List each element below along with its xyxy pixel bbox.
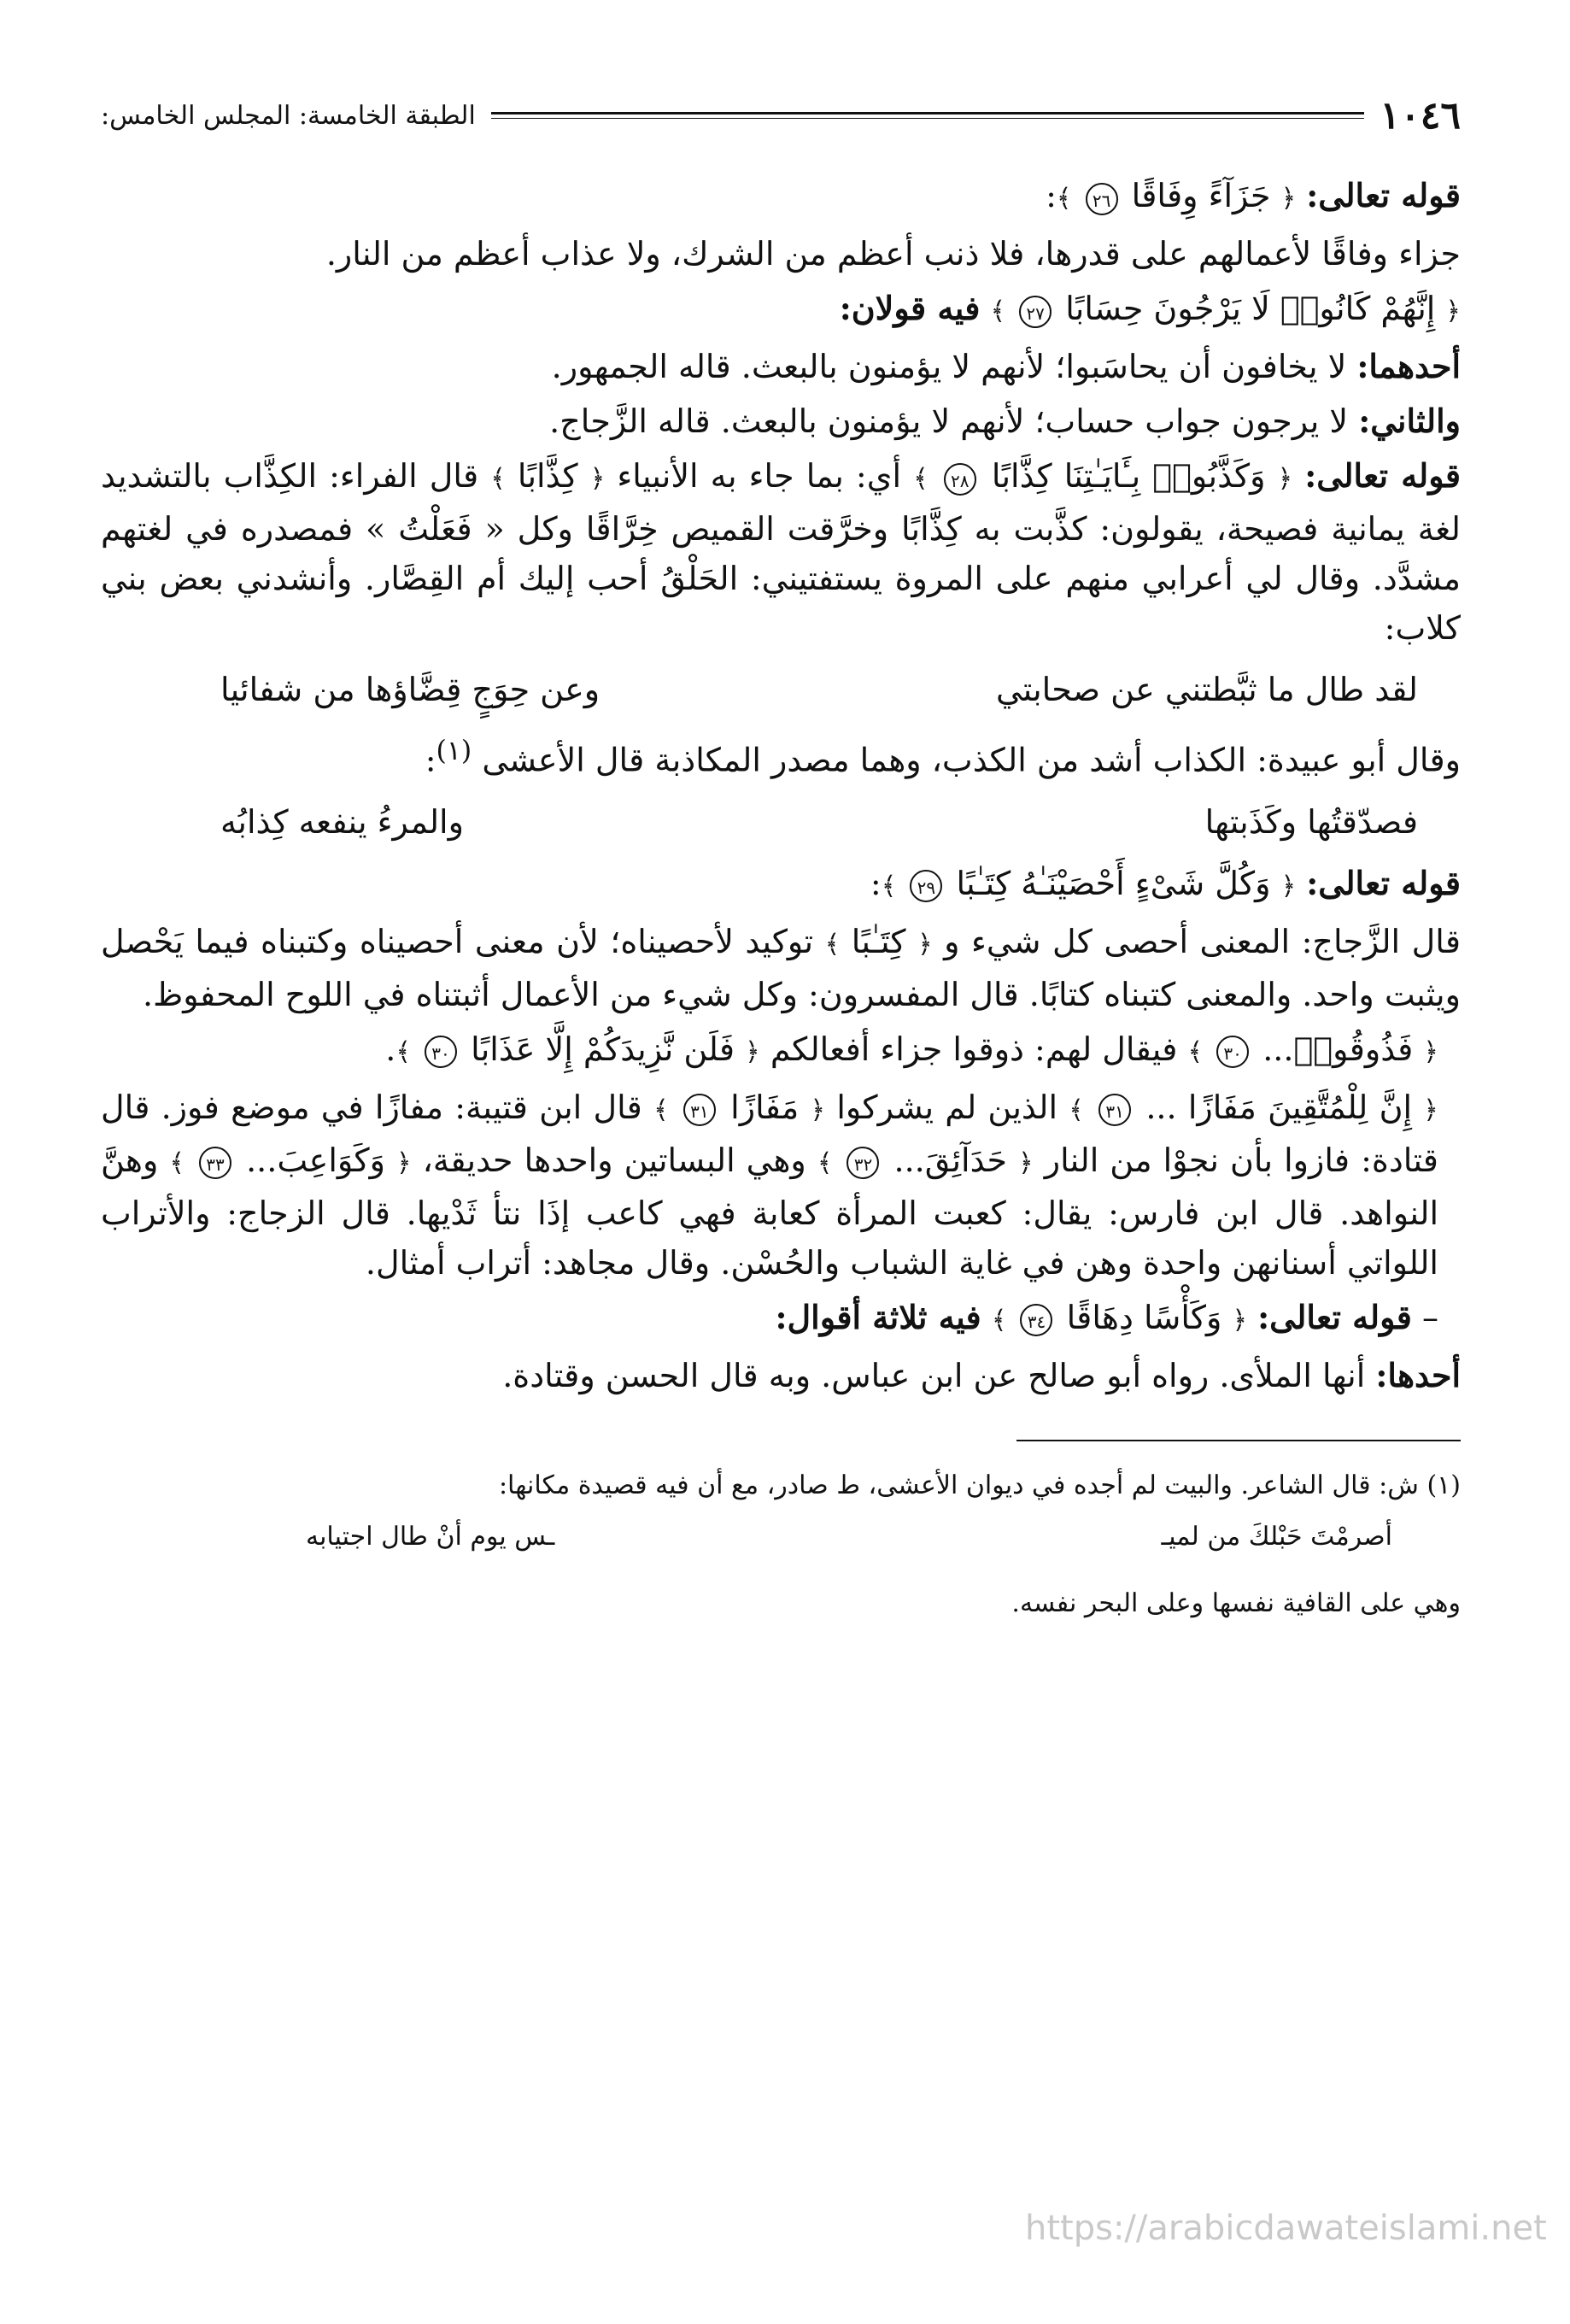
footnote: [101, 1464, 1461, 1626]
paragraph-text: توكيد لأحصيناه؛ لأن معنى أحصيناه وكتبناه فيما يَحْصل ويثبت واحد. والمعنى كتبناه كتابًا. قال المفسرون: وكل شيء من الأعمال أثبتناه في اللوح المحفوظ.: [101, 922, 1461, 1013]
ayah-number: ٣١: [1098, 1094, 1131, 1126]
paragraph-text: جزاء وفاقًا لأعمالهم على قدرها، فلا ذنب أعظم من الشرك، ولا عذاب أعظم من النار.: [325, 235, 1461, 273]
paragraph-text: قال الفراء: الكِذَّاب بالتشديد لغة يمانية فصيحة، يقولون: كذَّبت به كِذَّابًا وخرَّقت القميص خِرَّاقًا وكل « فَعَلْتُ » فمصدره في لغتهم مشدَّد. وقال لي أعرابي منهم على المروة يستفتيني: الحَلْقُ أحب إليك أم القِصَّار. وأنشدني بعض بني كلاب:: [101, 457, 1461, 647]
punctuation: :: [425, 741, 436, 779]
verse-second-hemistich: وعن حِوَجٍ قِضَّاؤها من شفائيا: [220, 671, 600, 708]
quran-bracket-open-icon: ﴿: [810, 1095, 826, 1125]
quran-bracket-open-icon: ﴿: [917, 929, 933, 960]
lead-label: قوله تعالى:: [1306, 176, 1461, 214]
quran-quote: كِذَّابًا: [517, 457, 578, 495]
quran-bracket-close-icon: ﴾: [1056, 184, 1072, 214]
quran-bracket-close-icon: ﴾: [490, 464, 506, 494]
footnote-tail: وهي على القافية نفسها وعلى البحر نفسه.: [1011, 1587, 1461, 1618]
quran-quote: فَذُوقُوا۟...: [1262, 1030, 1414, 1068]
quran-bracket-open-icon: ﴿: [1018, 1147, 1034, 1178]
paragraph: [101, 396, 1461, 446]
quran-quote: وَكُلَّ شَىْءٍ أَحْصَيْنَـٰهُ كِتَـٰبًا: [956, 864, 1271, 902]
paragraph: [101, 1351, 1461, 1400]
paragraph-text: فيقال لهم: ذوقوا جزاء أفعالكم: [770, 1030, 1178, 1068]
lead-label: أحدهما:: [1356, 347, 1461, 385]
ayah-number: ٣٠: [1216, 1036, 1249, 1068]
verse-second-hemistich: والمرءُ ينفعه كِذابُه: [220, 802, 464, 841]
paragraph-text: الذين لم يشركوا: [836, 1088, 1057, 1126]
quran-bracket-open-icon: ﴿: [1423, 1036, 1438, 1067]
quran-bracket-open-icon: ﴿: [1232, 1305, 1248, 1335]
quran-bracket-open-icon: ﴿: [1280, 184, 1297, 214]
verse-first-hemistich: فصدّقتُها وكَذَبتها: [1204, 802, 1418, 841]
page-body: [101, 171, 1461, 1400]
paragraph-text: قال الزَّجاج: المعنى أحصى كل شيء و: [944, 922, 1461, 960]
quran-bracket-close-icon: ﴾: [1187, 1036, 1204, 1067]
quran-bracket-open-icon: ﴿: [1280, 871, 1297, 901]
quran-bracket-open-icon: ﴿: [1277, 464, 1293, 494]
lead-label: والثاني:: [1358, 402, 1461, 440]
quran-bracket-close-icon: ﴾: [990, 296, 1006, 326]
verse-first-hemistich: لقد طال ما ثبَّطتني عن صحابتي: [995, 671, 1418, 708]
quran-quote: حَدَآئِقَ...: [893, 1141, 1008, 1179]
quran-bracket-close-icon: ﴾: [169, 1147, 185, 1178]
quran-quote: فَلَن نَّزِيدَكُمْ إِلَّا عَذَابًا: [471, 1030, 735, 1068]
paragraph-text: وهنَّ النواهد. قال ابن فارس: يقال: كعبت المرأة كعابة فهي كاعب إذَا نتأ ثَدْيها. قال الزجاج: والأتراب اللواتي أسنانهن واحدة وهن في غاية الشباب والحُسْن. وقال مجاهد: أتراب أمثال.: [101, 1141, 1438, 1282]
lead-label: أحدها:: [1375, 1355, 1461, 1394]
paragraph: [101, 1293, 1461, 1346]
poetry-verse: [101, 797, 1461, 847]
ayah-number: ٣٠: [425, 1036, 457, 1068]
running-title: الطبقة الخامسة: المجلس الخامس:: [101, 100, 476, 131]
quran-bracket-close-icon: ﴾: [395, 1036, 411, 1067]
paragraph: [101, 1083, 1461, 1288]
paragraph: [101, 1024, 1461, 1077]
header-rule: [491, 112, 1365, 119]
quran-bracket-close-icon: ﴾: [1069, 1095, 1084, 1125]
paragraph-text: قال ابن قتيبة: مفازًا في موضع فوز. قال قتادة: فازوا بأن نجوْا من النار: [101, 1088, 1438, 1179]
quran-quote: كِتَـٰبًا: [851, 922, 906, 960]
ayah-number: ٣٤: [1020, 1304, 1052, 1336]
footnote-reference[interactable]: (١): [436, 736, 472, 766]
paragraph: [101, 229, 1461, 279]
quran-quote: جَزَآءً وِفَاقًا: [1131, 177, 1271, 214]
quran-quote: إِنَّهُمْ كَانُوا۟ لَا يَرْجُونَ حِسَابًا: [1065, 290, 1436, 327]
quran-quote: وَكَوَاعِبَ...: [246, 1141, 385, 1179]
paragraph-text: أي: بما جاء به الأنبياء: [617, 457, 902, 495]
quran-quote: وَكَذَّبُوا۟ بِـَٔايَـٰتِنَا كِذَّابًا: [991, 457, 1266, 495]
paragraph-text: لا يخافون أن يحاسَبوا؛ لأنهم لا يؤمنون بالبعث. قاله الجمهور.: [551, 348, 1347, 385]
paragraph: [101, 171, 1461, 224]
paragraph: [101, 917, 1461, 1019]
ayah-number: ٣٢: [847, 1147, 879, 1179]
paragraph: [101, 342, 1461, 391]
punctuation: .: [385, 1030, 396, 1068]
ayah-number: ٢٩: [910, 870, 942, 902]
verse-first-hemistich: أصرمْتَ حَبْلكَ من لميـ: [1161, 1521, 1392, 1552]
paragraph: [101, 284, 1461, 337]
page-header: [101, 85, 1461, 145]
poetry-verse: [101, 665, 1461, 714]
ayah-number: ٣٣: [199, 1147, 231, 1179]
ayah-number: ٢٧: [1019, 296, 1052, 328]
ayah-number: ٣١: [683, 1094, 716, 1126]
quran-quote: مَفَازًا: [730, 1088, 800, 1126]
footnote-text: (١) ش: قال الشاعر. والبيت لم أجده في ديوان الأعشى، ط صادر، مع أن فيه قصيدة مكانها:: [498, 1470, 1461, 1500]
punctuation: :: [1046, 177, 1057, 214]
paragraph-text: وهي البساتين واحدها حديقة،: [422, 1141, 806, 1179]
quran-bracket-open-icon: ﴿: [589, 464, 606, 494]
quran-bracket-close-icon: ﴾: [991, 1305, 1007, 1335]
lead-label: فيه ثلاثة أقوال:: [775, 1297, 981, 1336]
footnote-separator: [1016, 1440, 1461, 1441]
footnote-verse: [101, 1515, 1461, 1559]
punctuation: :: [870, 864, 882, 902]
quran-bracket-close-icon: ﴾: [881, 871, 897, 901]
ayah-number: ٢٨: [944, 463, 976, 496]
lead-label: قوله تعالى:: [1257, 1297, 1412, 1336]
ayah-number: ٢٦: [1086, 183, 1118, 215]
paragraph-text: أنها الملأى. رواه أبو صالح عن ابن عباس. وبه قال الحسن وقتادة.: [502, 1356, 1366, 1394]
quran-bracket-close-icon: ﴾: [824, 929, 841, 960]
quran-bracket-open-icon: ﴿: [745, 1036, 760, 1067]
lead-label: قوله تعالى:: [1306, 863, 1461, 902]
quran-bracket-close-icon: ﴾: [817, 1147, 833, 1178]
quran-bracket-open-icon: ﴿: [396, 1147, 412, 1178]
paragraph-text: وقال أبو عبيدة: الكذاب أشد من الكذب، وهما مصدر المكاذبة قال الأعشى: [482, 741, 1461, 779]
paragraph: [101, 726, 1461, 785]
page-number: ١٠٤٦: [1380, 93, 1461, 138]
paragraph-text: لا يرجون جواب حساب؛ لأنهم لا يؤمنون بالبعث. قاله الزَّجاج.: [549, 402, 1349, 440]
quran-quote: وَكَأْسًا دِهَاقًا: [1066, 1298, 1222, 1336]
lead-label: فيه قولان:: [839, 289, 981, 327]
verse-second-hemistich: ـس يوم أنْ طال اجتيابه: [306, 1521, 555, 1552]
watermark-url: https://arabicdawateislami.net: [1025, 2209, 1547, 2248]
lead-label: قوله تعالى:: [1304, 456, 1462, 495]
dash: –: [1422, 1298, 1438, 1336]
quran-bracket-close-icon: ﴾: [913, 464, 929, 494]
paragraph: [101, 451, 1461, 653]
quran-bracket-open-icon: ﴿: [1423, 1095, 1438, 1125]
paragraph: [101, 859, 1461, 912]
quran-bracket-close-icon: ﴾: [653, 1095, 669, 1125]
quran-bracket-open-icon: ﴿: [1445, 296, 1461, 326]
quran-quote: إِنَّ لِلْمُتَّقِينَ مَفَازًا ...: [1145, 1088, 1413, 1126]
